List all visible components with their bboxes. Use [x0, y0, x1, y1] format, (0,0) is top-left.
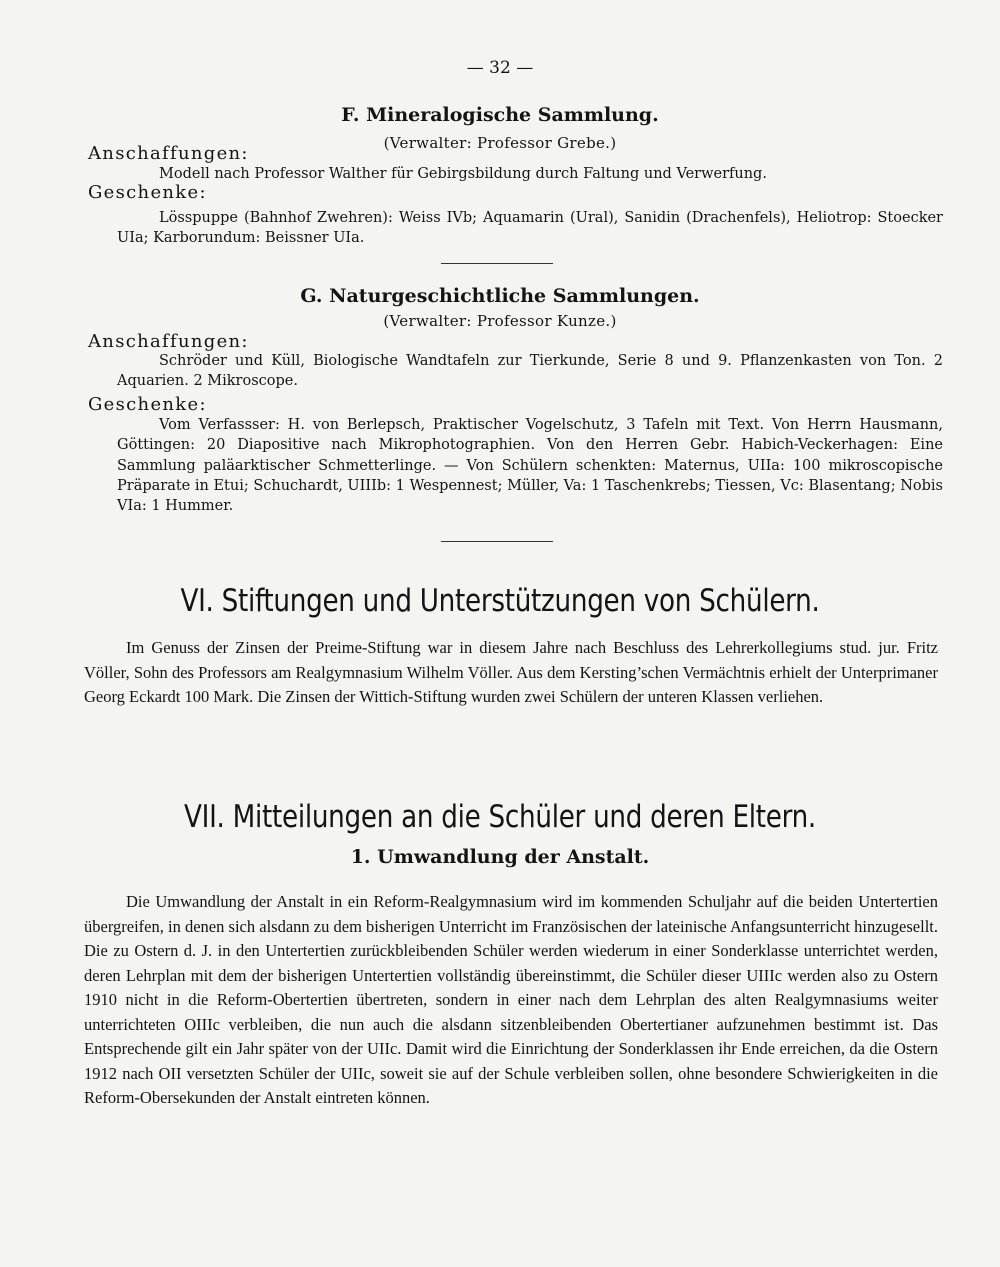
section-vii-title: VII. Mitteilungen an die Schüler und deren Eltern.	[184, 799, 816, 835]
section-f-anschaffungen-label: Anschaffungen:	[88, 143, 249, 164]
section-g-title: G. Naturgeschichtliche Sammlungen.	[300, 285, 700, 307]
section-g-anschaffungen-label: Anschaffungen:	[88, 331, 249, 352]
section-f-anschaffungen-text: Modell nach Professor Walther für Gebirgsbildung durch Faltung und Verwerfung.	[159, 166, 767, 182]
section-vii-subtitle: 1. Umwandlung der Anstalt.	[350, 846, 650, 868]
divider-rule	[441, 263, 553, 264]
divider-rule	[441, 541, 553, 542]
page-number: — 32 —	[466, 58, 534, 78]
section-g-geschenke-text: Vom Verfassser: H. von Berlepsch, Praktischer Vogelschutz, 3 Tafeln mit Text. Von Herrn Hausmann, Göttingen: 20 Diapositive nach Mikrophotographien. Von den Herren Gebr. Habich-Veckerhagen: Eine Sammlung paläarktischer Schmetterlinge. — Von Schülern schenkten: Maternus, UIIa: 100 mikroscopische Präparate in Etui; Schuchardt, UIIIb: 1 Wespennest; Müller, Va: 1 Taschenkrebs; Tiessen, Vc: Blasentang; Nobis VIa: 1 Hummer.	[117, 417, 943, 515]
section-g-anschaffungen-text: Schröder und Küll, Biologische Wandtafeln zur Tierkunde, Serie 8 und 9. Pflanzenkasten von Ton. 2 Aquarien. 2 Mikroscope.	[117, 353, 943, 390]
section-f-title: F. Mineralogische Sammlung.	[341, 104, 659, 126]
section-vii-text: Die Umwandlung der Anstalt in ein Reform-Realgymnasium wird im kommenden Schuljahr auf die beiden Untertertien übergreifen, in denen sich alsdann zu dem bisherigen Unterricht im Französischen der lateinische Anfangsunterricht hinzugesellt. Die zu Ostern d. J. in den Untertertien zurückbleibenden Schüler werden wiederum in einer Sonderklasse unterrichtet werden, deren Lehrplan mit dem der bisherigen Untertertien vollständig übereinstimmt, die Schüler dieser UIIIc werden also zu Ostern 1910 nicht in die Reform-Obertertien übertreten, sondern in einer nach dem Lehrplan des alten Realgymnasiums weiter unterrichteten OIIIc verbleiben, die nun auch die alsdann sitzenbleibenden Obertertianer aufzunehmen bestimmt ist. Das Entsprechende gilt ein Jahr später von der UIIc. Damit wird die Einrichtung der Sonderklassen ihr Ende erreichen, da die Ostern 1912 nach OII versetzten Schüler der UIIc, soweit sie auf der Schule verbleiben sollen, ohne besondere Schwierigkeiten in die Reform-Obersekunden der Anstalt eintreten können.	[84, 892, 938, 1107]
section-f-verwalter: (Verwalter: Professor Grebe.)	[383, 134, 617, 152]
section-f-geschenke-label: Geschenke:	[88, 182, 207, 203]
section-g-verwalter: (Verwalter: Professor Kunze.)	[383, 312, 617, 330]
section-vi-title: VI. Stiftungen und Unterstützungen von Schülern.	[180, 583, 820, 619]
section-vi-text: Im Genuss der Zinsen der Preime-Stiftung war in diesem Jahre nach Beschluss des Lehrerkollegiums stud. jur. Fritz Völler, Sohn des Professors am Realgymnasium Wilhelm Völler. Aus dem Kersting’schen Vermächtnis erhielt der Unterprimaner Georg Eckardt 100 Mark. Die Zinsen der Wittich-Stiftung wurden zwei Schülern der unteren Klassen verliehen.	[84, 638, 938, 706]
section-g-geschenke-label: Geschenke:	[88, 394, 207, 415]
section-f-geschenke-text: Lösspuppe (Bahnhof Zwehren): Weiss IVb; Aquamarin (Ural), Sanidin (Drachenfels), Heliotrop: Stoecker UIa; Karborundum: Beissner UIa.	[117, 210, 943, 247]
